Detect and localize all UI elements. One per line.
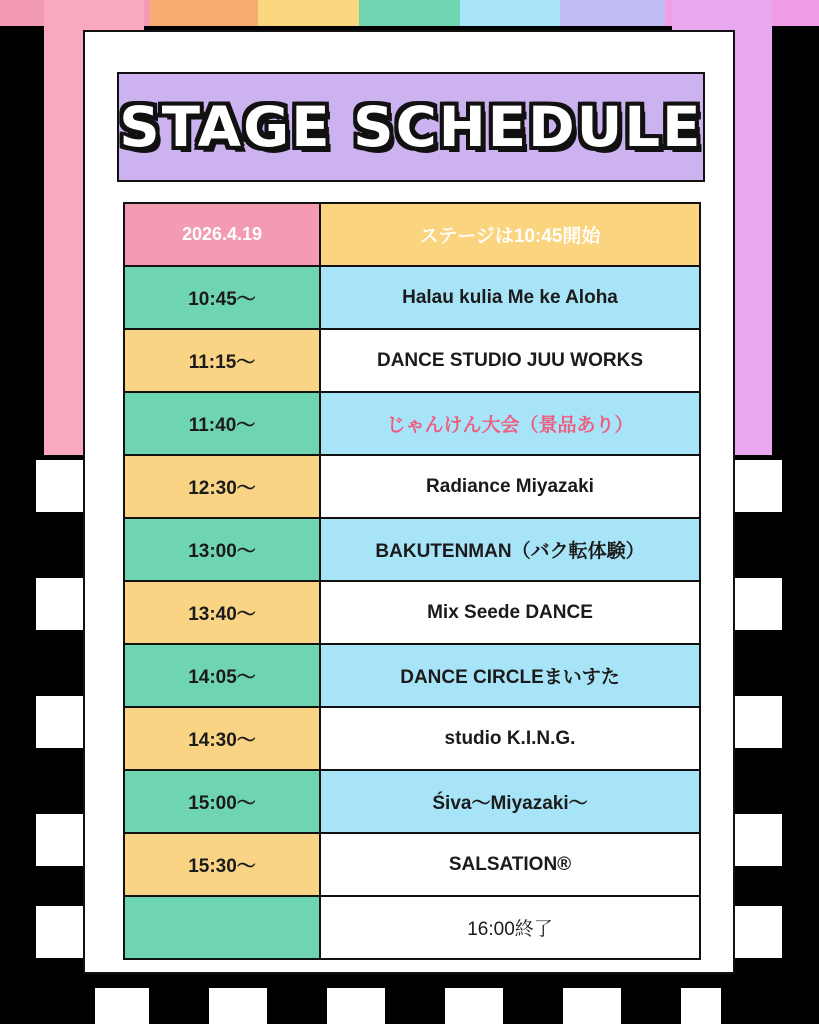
- table-row: [125, 330, 699, 393]
- checker-square: [730, 578, 782, 630]
- checker-cell: [563, 988, 621, 1024]
- checker-square: [36, 578, 88, 630]
- row-time: 10:45〜: [125, 267, 321, 328]
- table-header-row: [125, 204, 699, 267]
- row-time: [125, 897, 321, 958]
- schedule-table: [123, 202, 701, 960]
- row-title: SALSATION®: [321, 834, 699, 895]
- row-time: 13:00〜: [125, 519, 321, 580]
- title-banner: [117, 72, 705, 182]
- row-title: Radiance Miyazaki: [321, 456, 699, 517]
- checker-cell: [503, 988, 563, 1024]
- checker-cell: [209, 988, 267, 1024]
- checker-cell: [445, 988, 503, 1024]
- top-strip-segment: [359, 0, 460, 26]
- row-title: BAKUTENMAN（バク転体験）: [321, 519, 699, 580]
- checker-square: [730, 814, 782, 866]
- checker-cell: [327, 988, 385, 1024]
- table-row: [125, 393, 699, 456]
- row-title: じゃんけん大会（景品あり）: [321, 393, 699, 454]
- row-title: 16:00終了: [321, 897, 699, 958]
- checker-cell: [149, 988, 209, 1024]
- row-time: 13:40〜: [125, 582, 321, 643]
- row-title: Mix Seede DANCE: [321, 582, 699, 643]
- table-row: [125, 834, 699, 897]
- checker-cell: [0, 988, 95, 1024]
- bottom-checker-strip: [0, 988, 819, 1024]
- checker-square: [730, 906, 782, 958]
- table-row: [125, 897, 699, 960]
- row-title: Śiva〜Miyazaki〜: [321, 771, 699, 832]
- row-time: 12:30〜: [125, 456, 321, 517]
- row-time: 15:00〜: [125, 771, 321, 832]
- row-time: 15:30〜: [125, 834, 321, 895]
- checker-square: [36, 460, 88, 512]
- poster-card: [83, 30, 735, 974]
- row-time: 14:05〜: [125, 645, 321, 706]
- top-strip-segment: [258, 0, 359, 26]
- row-time: 14:30〜: [125, 708, 321, 769]
- row-title: studio K.I.N.G.: [321, 708, 699, 769]
- table-row: [125, 519, 699, 582]
- table-row: [125, 582, 699, 645]
- row-title: DANCE CIRCLEまいすた: [321, 645, 699, 706]
- checker-square: [730, 696, 782, 748]
- row-title: DANCE STUDIO JUU WORKS: [321, 330, 699, 391]
- checker-cell: [385, 988, 445, 1024]
- top-strip-segment: [460, 0, 560, 26]
- checker-cell: [721, 988, 819, 1024]
- row-title: Halau kulia Me ke Aloha: [321, 267, 699, 328]
- checker-cell: [95, 988, 149, 1024]
- checker-square: [36, 696, 88, 748]
- checker-square: [36, 814, 88, 866]
- table-row: [125, 267, 699, 330]
- table-row: [125, 645, 699, 708]
- checker-cell: [267, 988, 327, 1024]
- header-date: 2026.4.19: [125, 204, 321, 265]
- checker-cell: [621, 988, 681, 1024]
- table-row: [125, 771, 699, 834]
- checker-square: [730, 460, 782, 512]
- row-time: 11:40〜: [125, 393, 321, 454]
- checker-cell: [681, 988, 721, 1024]
- page-title: STAGE SCHEDULE: [119, 95, 703, 159]
- top-strip-segment: [150, 0, 258, 26]
- top-strip-segment: [560, 0, 665, 26]
- table-row: [125, 708, 699, 771]
- table-row: [125, 456, 699, 519]
- row-time: 11:15〜: [125, 330, 321, 391]
- checker-square: [36, 906, 88, 958]
- header-note: ステージは10:45開始: [321, 204, 699, 265]
